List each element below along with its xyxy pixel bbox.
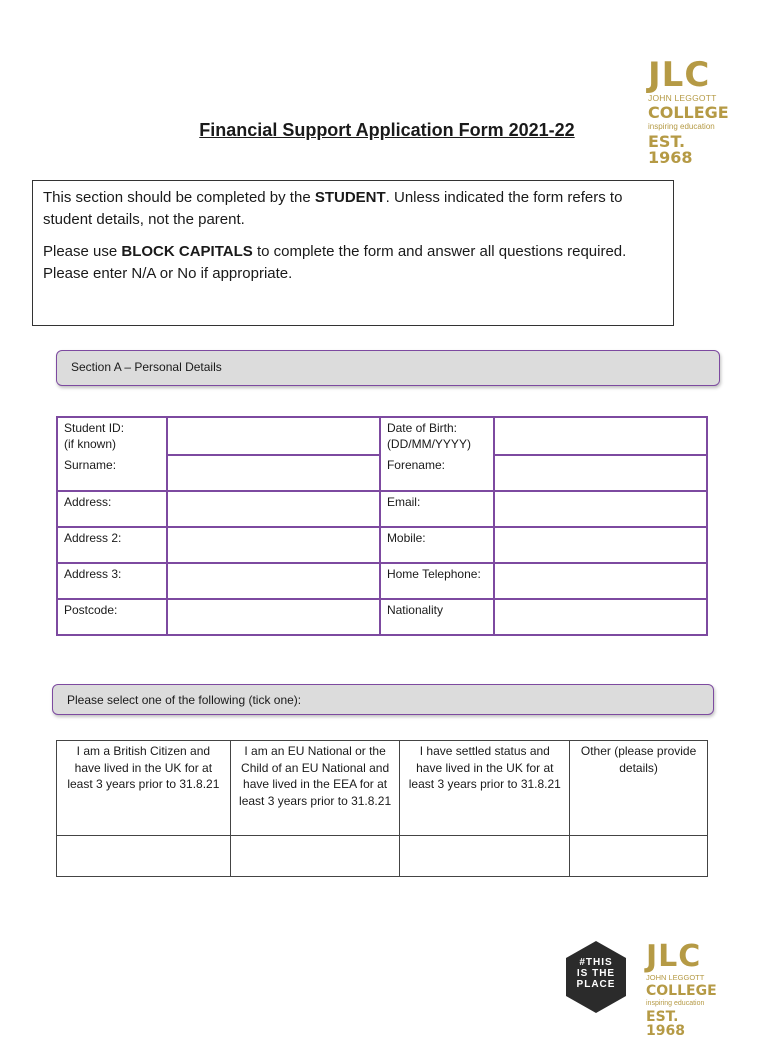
- address-label: Address:: [57, 491, 167, 527]
- student-id-label: Student ID: (if known): [57, 417, 167, 455]
- intro-box: [32, 180, 674, 326]
- choice-other-details-field[interactable]: [570, 836, 708, 877]
- residency-choice-table: [56, 740, 708, 877]
- email-label: Email:: [380, 491, 494, 527]
- logo-tagline: inspiring education: [648, 121, 715, 131]
- surname-field[interactable]: [167, 455, 380, 491]
- intro-paragraph-1: [43, 187, 663, 231]
- intro-bold-student: STUDENT: [314, 189, 386, 206]
- intro-text-1a: This section should be completed by the: [43, 189, 315, 206]
- logo-line2: COLLEGE: [646, 982, 717, 999]
- logo-tagline: inspiring education: [646, 999, 705, 1007]
- mobile-label: Mobile:: [380, 527, 494, 563]
- address-2-label: Address 2:: [57, 527, 167, 563]
- logo-established: EST. 1968: [646, 1008, 685, 1039]
- badge-line1: #THIS: [579, 957, 613, 968]
- choice-eu-national-tick[interactable]: [230, 836, 400, 877]
- address-2-field[interactable]: [167, 527, 380, 563]
- table-row: [57, 417, 707, 455]
- address-3-field[interactable]: [167, 563, 380, 599]
- table-row: [57, 455, 707, 491]
- badge-text: [564, 957, 628, 990]
- date-of-birth-field[interactable]: [494, 417, 707, 455]
- select-one-header: Please select one of the following (tick one):: [52, 684, 714, 715]
- table-row: [57, 741, 708, 836]
- forename-field[interactable]: [494, 455, 707, 491]
- choice-british-citizen-label: I am a British Citizen and have lived in the UK for at least 3 years prior to 31.8.21: [57, 741, 231, 836]
- choice-settled-status-tick[interactable]: [400, 836, 570, 877]
- address-3-label: Address 3:: [57, 563, 167, 599]
- address-field[interactable]: [167, 491, 380, 527]
- college-logo-footer: [646, 939, 720, 1039]
- home-telephone-label: Home Telephone:: [380, 563, 494, 599]
- surname-label: Surname:: [57, 455, 167, 491]
- intro-paragraph-2: [43, 241, 663, 285]
- table-row: [57, 563, 707, 599]
- home-telephone-field[interactable]: [494, 563, 707, 599]
- logo-established: EST. 1968: [648, 131, 693, 167]
- badge-line3: PLACE: [576, 979, 616, 990]
- nationality-field[interactable]: [494, 599, 707, 635]
- postcode-label: Postcode:: [57, 599, 167, 635]
- choice-settled-status-label: I have settled status and have lived in the UK for at least 3 years prior to 31.8.21: [400, 741, 570, 836]
- intro-text-1b: . Unless indicated the form refers to student details, not the parent.: [43, 189, 623, 228]
- forename-label: Forename:: [380, 455, 494, 491]
- student-id-field[interactable]: [167, 417, 380, 455]
- intro-text-2a: Please use: [43, 243, 122, 260]
- choice-british-citizen-tick[interactable]: [57, 836, 231, 877]
- section-a-header: Section A – Personal Details: [56, 350, 720, 386]
- table-row: [57, 599, 707, 635]
- postcode-field[interactable]: [167, 599, 380, 635]
- page-title: Financial Support Application Form 2021-22: [199, 120, 575, 140]
- intro-text-2b: to complete the form and answer all questions required. Please enter N/A or No if appropriate.: [43, 243, 627, 282]
- table-row: [57, 836, 708, 877]
- date-of-birth-label: Date of Birth: (DD/MM/YYYY): [380, 417, 494, 455]
- personal-details-table: [56, 416, 708, 636]
- choice-eu-national-label: I am an EU National or the Child of an EU National and have lived in the EEA for at least 3 years prior to 31.8.21: [230, 741, 400, 836]
- table-row: [57, 491, 707, 527]
- logo-line1: JOHN LEGGOTT: [646, 973, 705, 982]
- logo-initials: JLC: [648, 55, 711, 95]
- choice-other-label: Other (please provide details): [570, 741, 708, 836]
- nationality-label: Nationality: [380, 599, 494, 635]
- email-field[interactable]: [494, 491, 707, 527]
- logo-initials: JLC: [646, 939, 702, 974]
- logo-line1: JOHN LEGGOTT: [648, 93, 717, 103]
- mobile-field[interactable]: [494, 527, 707, 563]
- intro-bold-capitals: BLOCK CAPITALS: [121, 243, 253, 260]
- badge-line2: IS THE: [576, 968, 616, 979]
- college-logo: [648, 55, 732, 167]
- logo-line2: COLLEGE: [648, 102, 729, 122]
- table-row: [57, 527, 707, 563]
